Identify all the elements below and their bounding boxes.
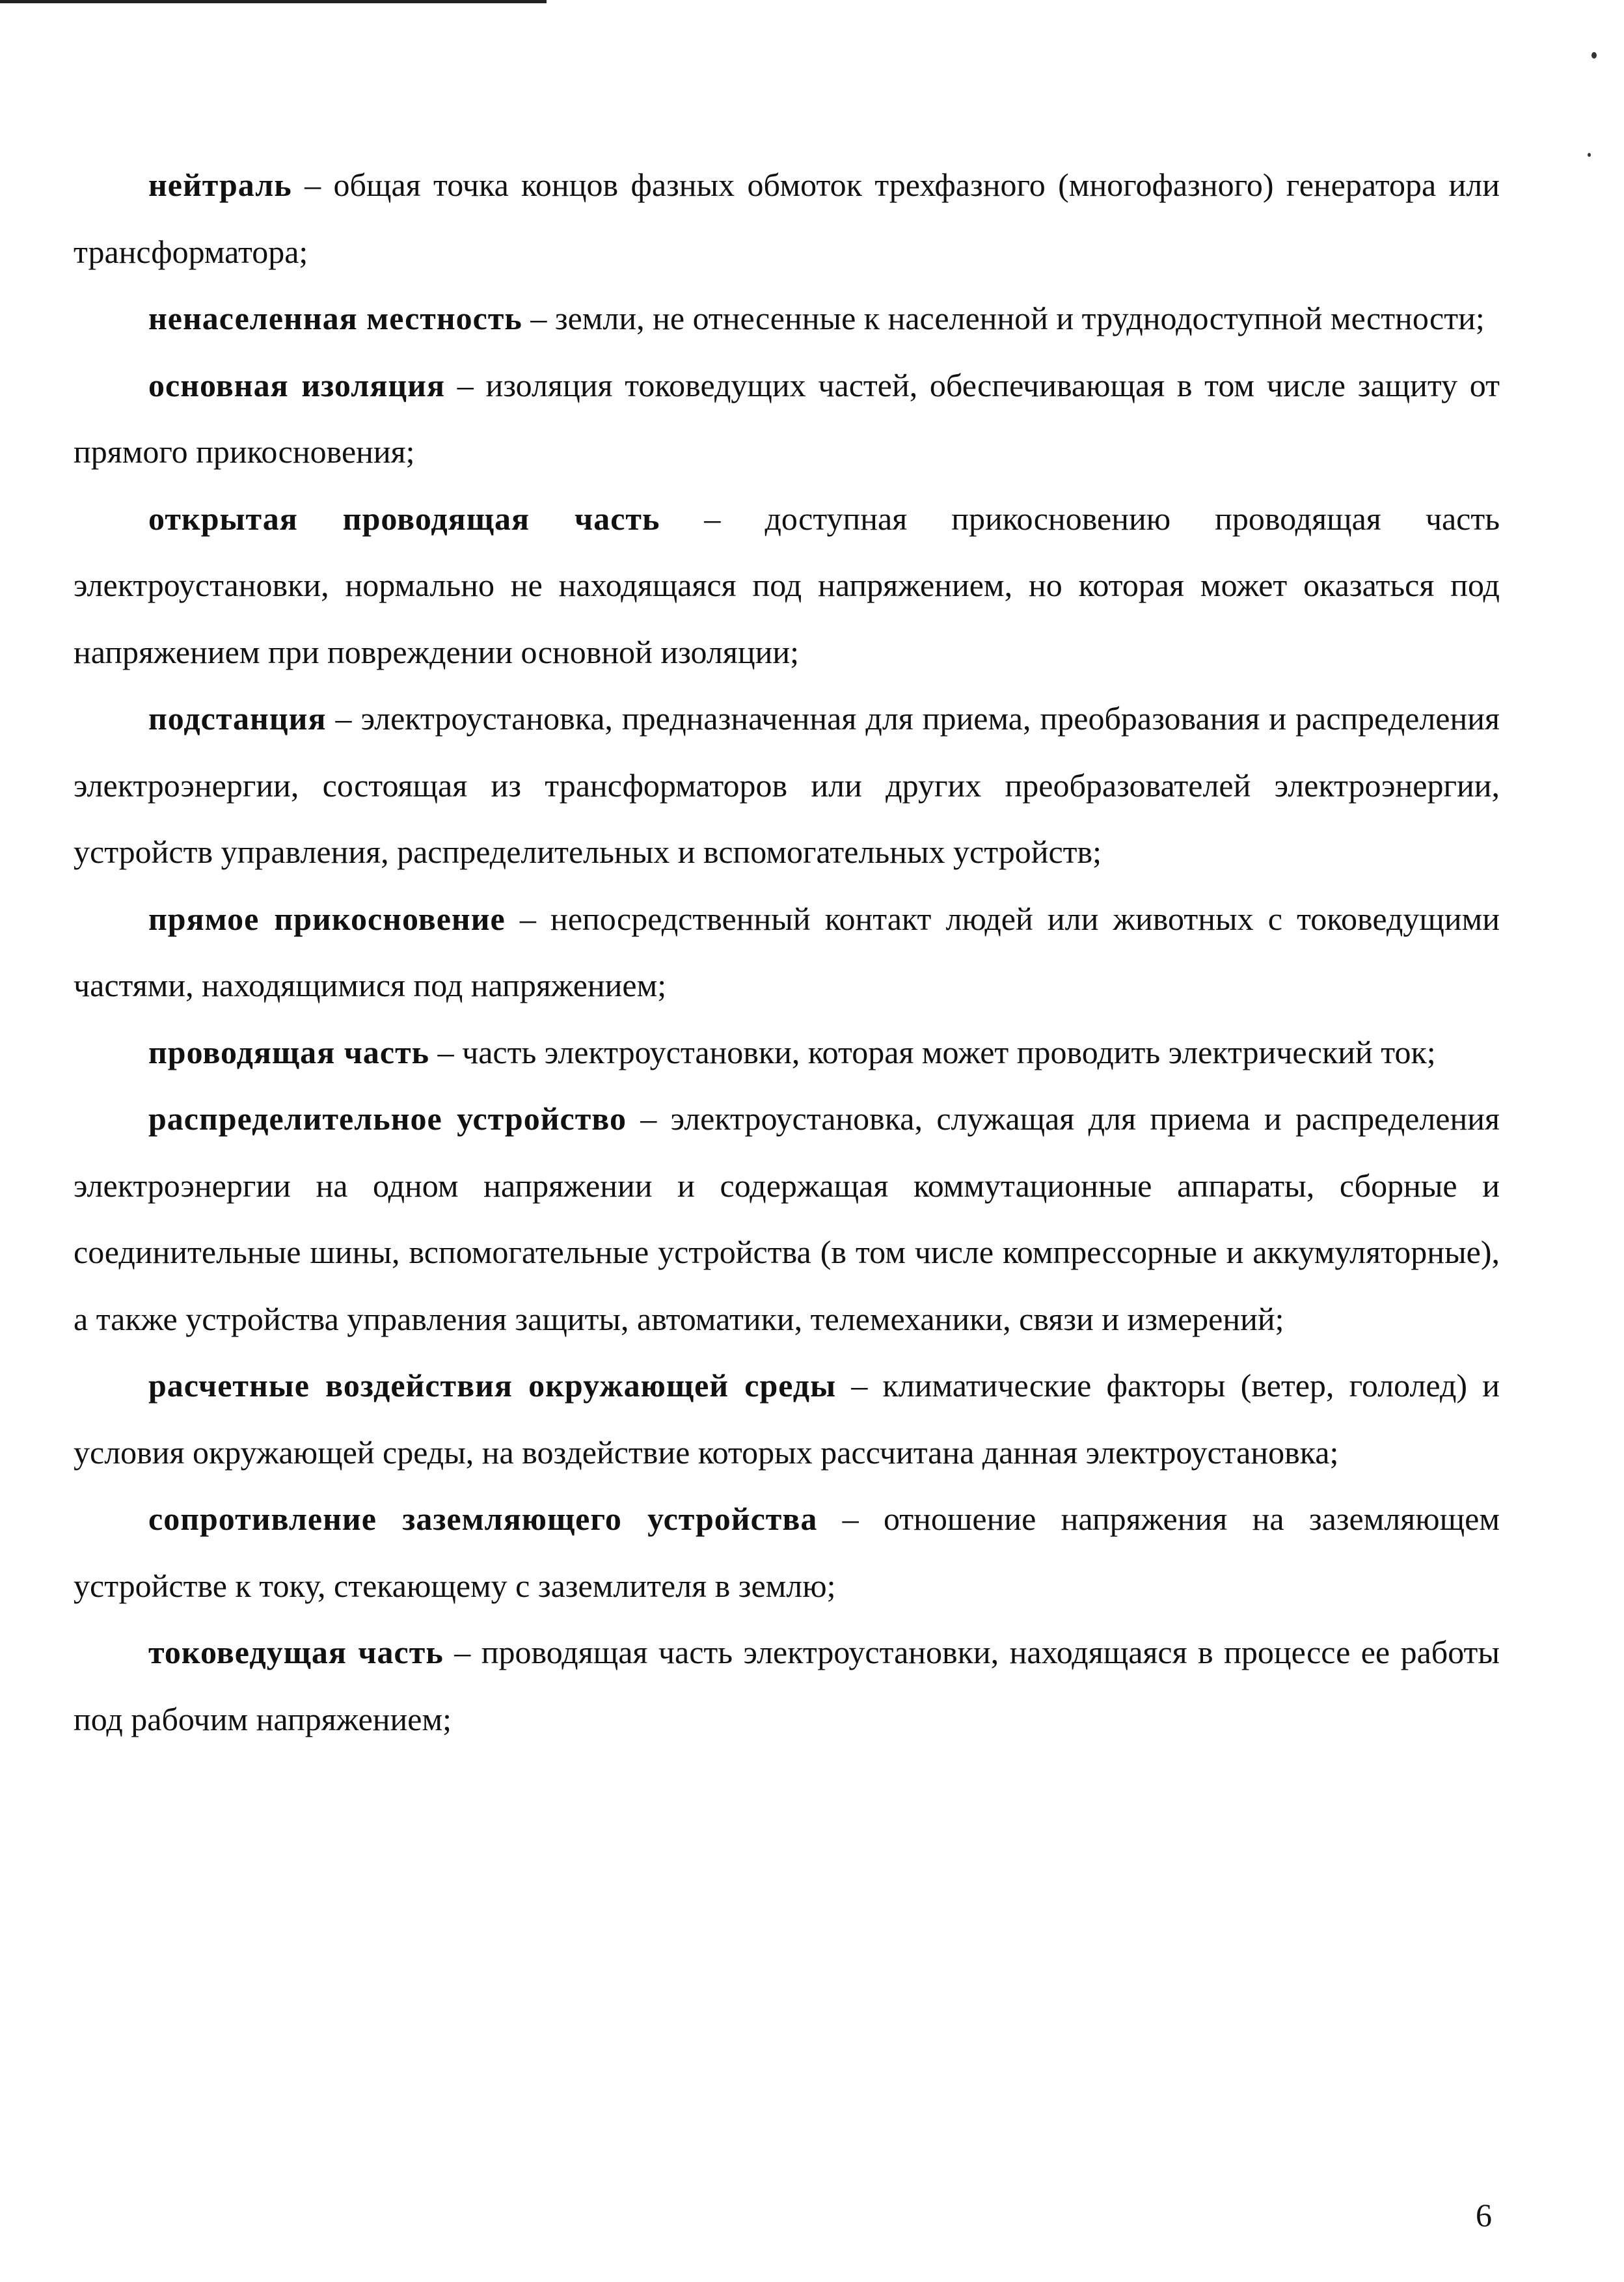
definition [74, 886, 1500, 1019]
definition-text: – отношение напряжения на заземляющем устройстве к току, стекающему с заземлителя в землю; [74, 1501, 1500, 1604]
scan-top-rule [0, 0, 547, 3]
definition-text: – электроустановка, предназначенная для приема, преобразования и распределения электроэнергии, состоящая из трансформаторов или других преобразователей электроэнергии, устройств управления, распределительных и вспомогательных устройств; [74, 700, 1500, 870]
definition-term: сопротивление заземляющего устройства [148, 1501, 818, 1537]
definition [74, 1486, 1500, 1619]
definition-text: – земли, не отнесенные к населенной и труднодоступной местности; [522, 300, 1485, 336]
definition-term: проводящая часть [148, 1033, 430, 1070]
definition-term: расчетные воздействия окружающей среды [148, 1367, 837, 1404]
definition-text: – климатические факторы (ветер, гололед) и условия окружающей среды, на воздействие которых рассчитана данная электроустановка; [74, 1367, 1500, 1471]
definition-term: нейтраль [148, 167, 292, 203]
definition [74, 1085, 1500, 1352]
scan-speck [1588, 153, 1591, 157]
definition-text: – изоляция токоведущих частей, обеспечивающая в том числе защиту от прямого прикосновения; [74, 366, 1500, 470]
page-number: 6 [1476, 2197, 1492, 2233]
definition [74, 485, 1500, 686]
definitions-list [74, 152, 1500, 1752]
definition-term: открытая проводящая часть [148, 500, 660, 537]
definition-term: токоведущая часть [148, 1634, 444, 1670]
definition-text: – проводящая часть электроустановки, находящаяся в процессе ее работы под рабочим напряжением; [74, 1634, 1500, 1737]
definition-term: ненаселенная местность [148, 300, 522, 336]
definition-term: основная изоляция [148, 366, 446, 403]
definition-term: прямое прикосновение [148, 900, 506, 937]
definition-text: – часть электроустановки, которая может проводить электрический ток; [429, 1033, 1436, 1070]
definition [74, 152, 1500, 285]
definition [74, 685, 1500, 886]
definition [74, 285, 1500, 352]
definition-term: подстанция [148, 700, 327, 737]
definition-text: – доступная прикосновению проводящая часть электроустановки, нормально не находящаяся под напряжением, но которая может оказаться под напряжением при повреждении основной изоляции; [74, 500, 1500, 670]
definition-text: – общая точка концов фазных обмоток трехфазного (многофазного) генератора или трансформатора; [74, 167, 1500, 270]
scan-speck [1591, 52, 1597, 59]
definition [74, 1619, 1500, 1752]
definition [74, 1352, 1500, 1486]
definition-text: – непосредственный контакт людей или животных с токоведущими частями, находящимися под напряжением; [74, 900, 1500, 1003]
definition-term: распределительное устройство [148, 1100, 627, 1137]
definition [74, 352, 1500, 485]
definition [74, 1019, 1500, 1086]
definition-text: – электроустановка, служащая для приема и распределения электроэнергии на одном напряжении и содержащая коммутационные аппараты, сборные и соединительные шины, вспомогательные устройства (в том числе компрессорные и аккумуляторные), а также устройства управления защиты, автоматики, телемеханики, связи и измерений; [74, 1100, 1500, 1337]
